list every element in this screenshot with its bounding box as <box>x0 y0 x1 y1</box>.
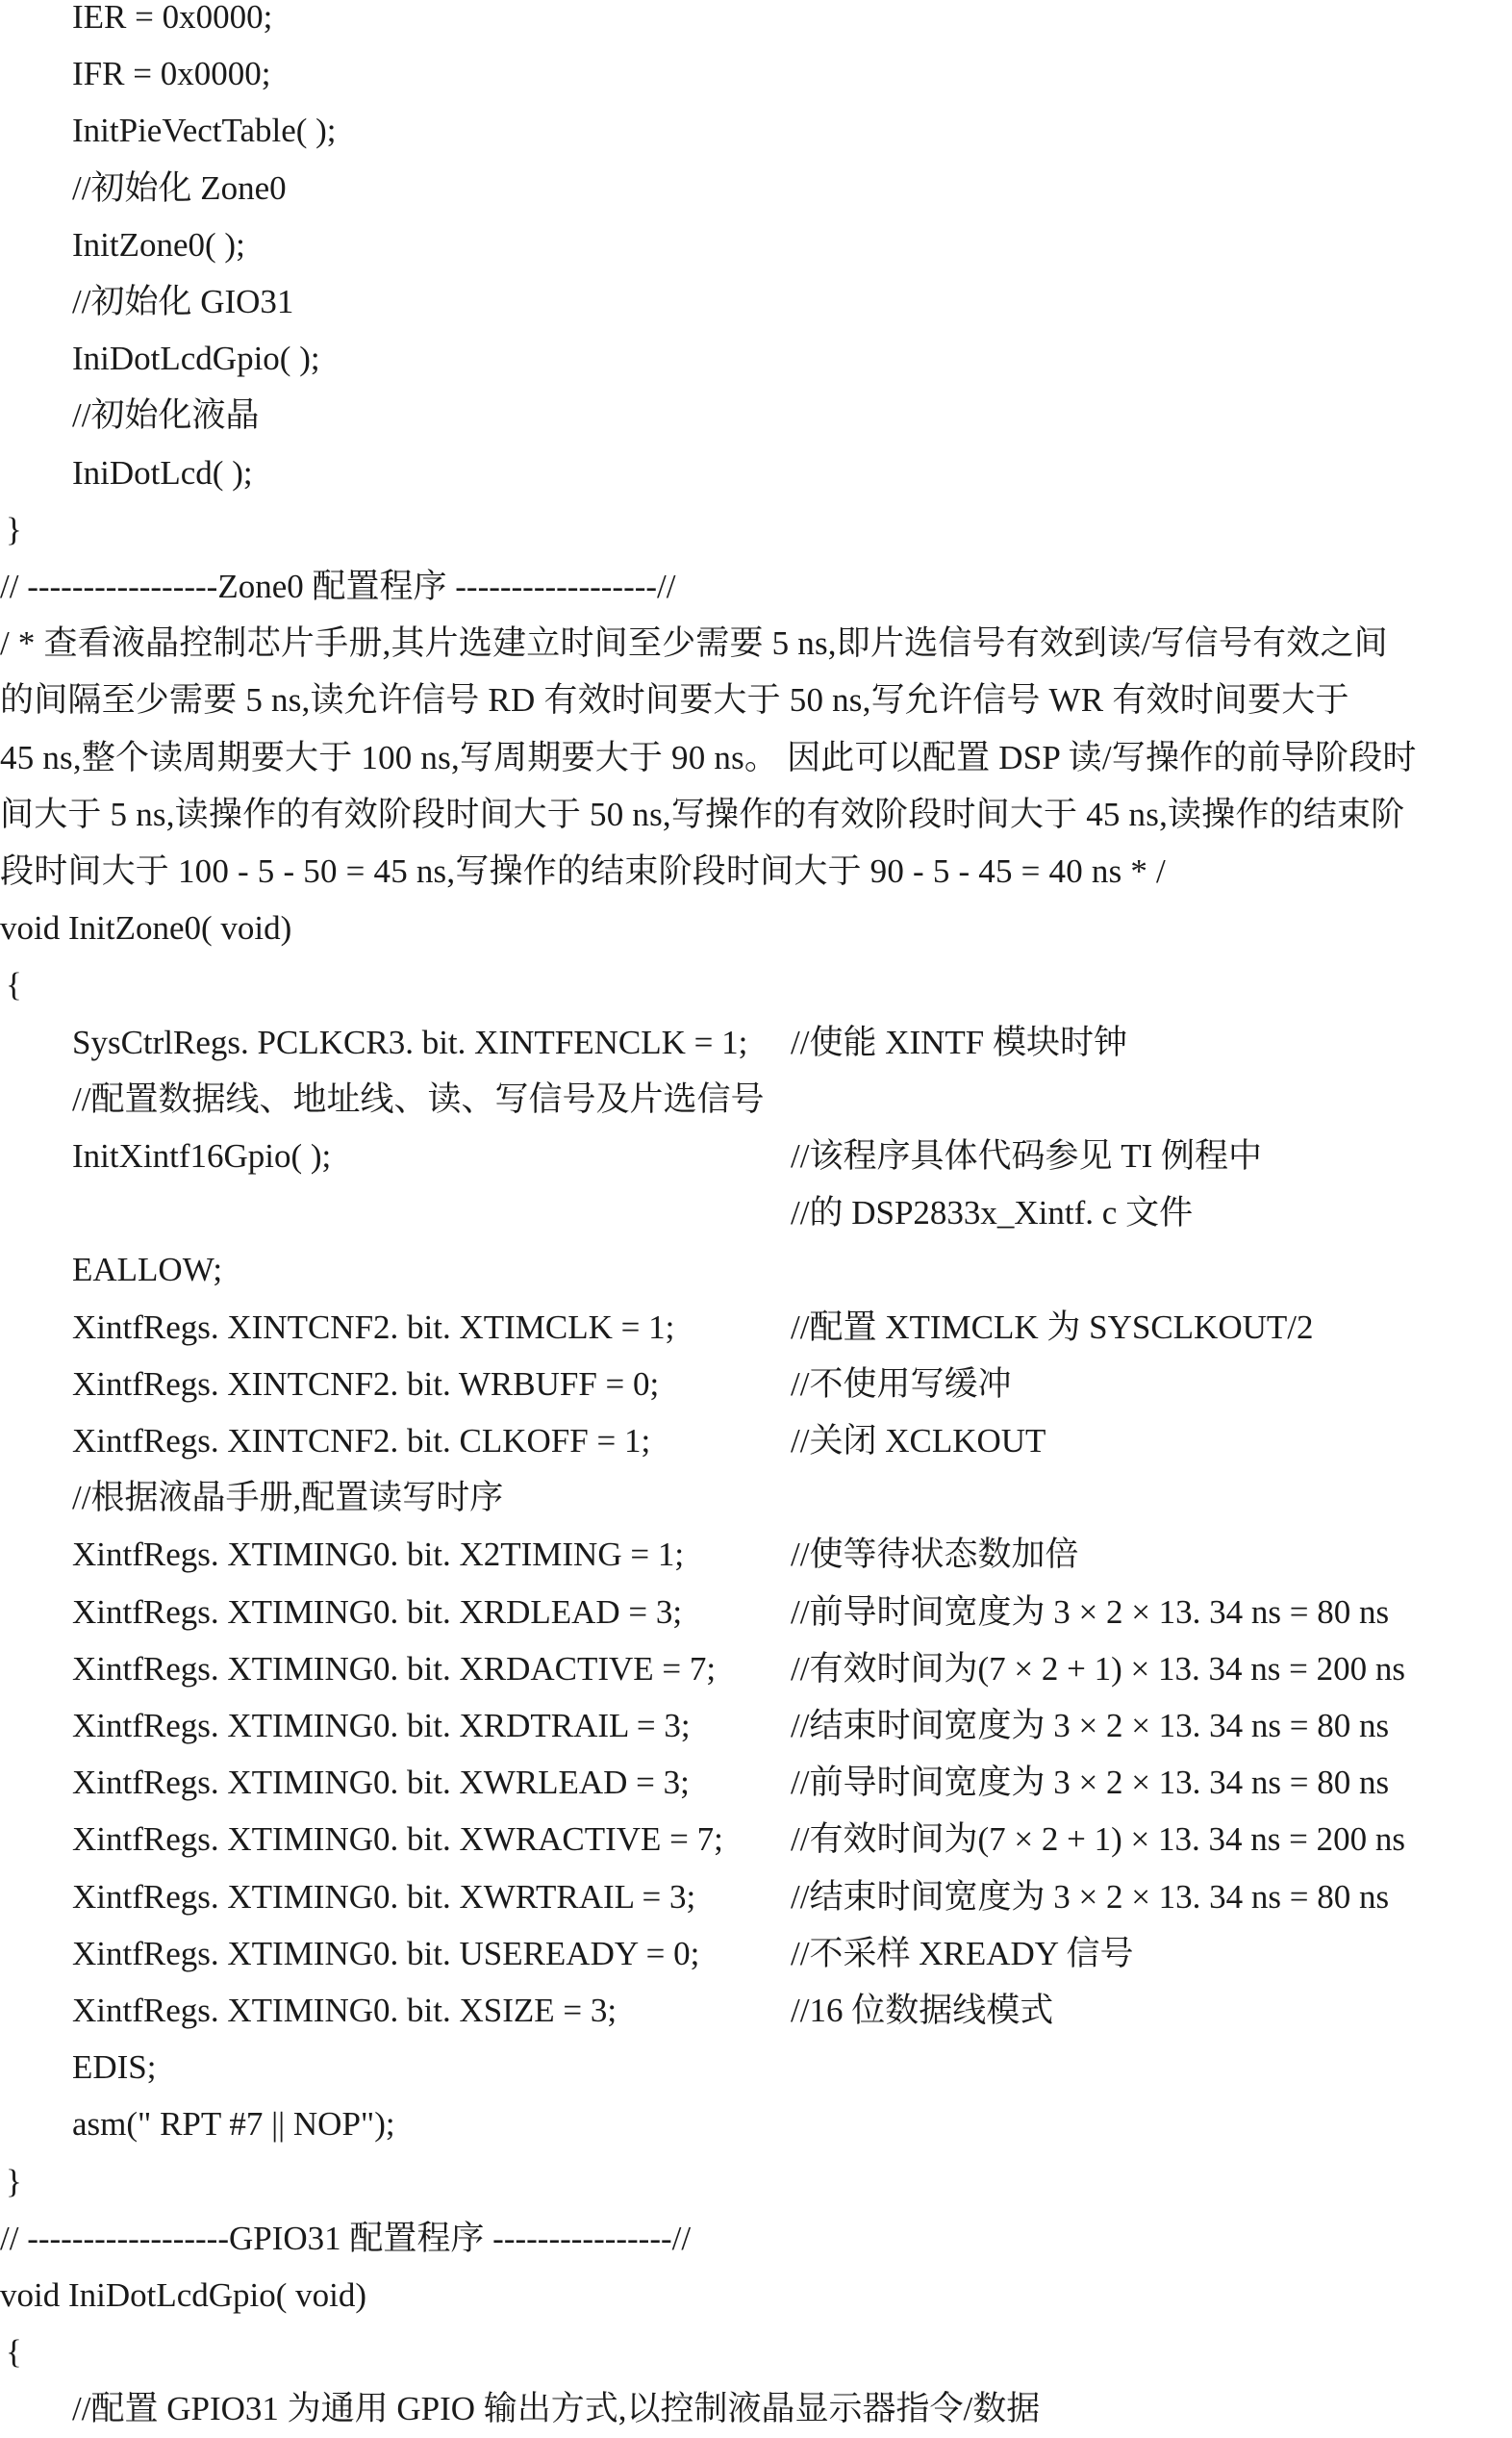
code-line <box>72 1526 1079 1584</box>
code-line <box>72 1128 1262 1185</box>
code-brace <box>6 956 22 1014</box>
code-text: //初始化 GIO31 <box>72 283 294 320</box>
code-text: } <box>6 510 22 548</box>
inline-comment: //有效时间为(7 × 2 + 1) × 13. 34 ns = 200 ns <box>791 1649 1405 1688</box>
code-text: XintfRegs. XTIMING0. bit. XWRTRAIL = 3; <box>72 1877 696 1916</box>
code-text: XintfRegs. XTIMING0. bit. X2TIMING = 1; <box>72 1536 685 1574</box>
code-brace <box>6 2324 22 2381</box>
code-line <box>72 1412 1046 1470</box>
inline-comment: //16 位数据线模式 <box>791 1992 1054 2029</box>
code-text: //初始化液晶 <box>72 396 260 435</box>
code-line <box>72 1241 222 1299</box>
inline-comment: //结束时间宽度为 3 × 2 × 13. 34 ns = 80 ns <box>791 1877 1390 1916</box>
comment-paragraph-line <box>0 672 1349 729</box>
code-text: 的间隔至少需要 5 ns,读允许信号 RD 有效时间要大于 50 ns,写允许信号 WR 有效时间要大于 <box>0 681 1349 720</box>
code-text: } <box>6 2162 22 2200</box>
code-text: //初始化 Zone0 <box>72 168 287 207</box>
code-text: 45 ns,整个读周期要大于 100 ns,写周期要大于 90 ns。 因此可以配置 DSP 读/写操作的前导阶段时 <box>0 738 1417 776</box>
code-text: IFR = 0x0000; <box>72 55 271 93</box>
code-text: { <box>6 966 22 1004</box>
code-text: void InitZone0( void) <box>0 909 292 948</box>
comment-paragraph-line <box>0 615 1388 673</box>
code-text: 间大于 5 ns,读操作的有效阶段时间大于 50 ns,写操作的有效阶段时间大于 45 ns,读操作的结束阶 <box>0 795 1405 833</box>
comment-paragraph-line <box>0 786 1404 844</box>
code-text: XintfRegs. XINTCNF2. bit. WRBUFF = 0; <box>72 1364 660 1403</box>
inline-comment: //的 DSP2833x_Xintf. c 文件 <box>791 1194 1194 1232</box>
code-line <box>72 1356 1012 1413</box>
code-line <box>72 387 259 444</box>
code-line <box>72 1754 1390 1812</box>
code-text: XintfRegs. XTIMING0. bit. XRDACTIVE = 7; <box>72 1649 717 1688</box>
code-line <box>72 273 293 331</box>
code-line <box>72 1584 1390 1641</box>
code-text: XintfRegs. XTIMING0. bit. XRDTRAIL = 3; <box>72 1707 691 1744</box>
code-text: XintfRegs. XINTCNF2. bit. XTIMCLK = 1; <box>72 1308 675 1346</box>
code-line-flush <box>0 900 291 957</box>
code-text: XintfRegs. XTIMING0. bit. XSIZE = 3; <box>72 1992 617 2029</box>
code-line-flush <box>0 558 676 616</box>
code-line <box>72 444 253 502</box>
code-text: IniDotLcd( ); <box>72 453 253 492</box>
code-text: IniDotLcdGpio( ); <box>72 340 320 378</box>
inline-comment: //前导时间宽度为 3 × 2 × 13. 34 ns = 80 ns <box>791 1764 1390 1802</box>
code-text: IER = 0x0000; <box>72 0 273 36</box>
inline-comment: //有效时间为(7 × 2 + 1) × 13. 34 ns = 200 ns <box>791 1820 1405 1859</box>
code-text: EDIS; <box>72 2048 157 2087</box>
code-line <box>72 2095 395 2153</box>
code-text: asm(" RPT #7 || NOP"); <box>72 2105 395 2144</box>
comment-paragraph-line <box>0 729 1417 787</box>
code-line <box>72 1982 1054 2040</box>
code-text: XintfRegs. XTIMING0. bit. XRDLEAD = 3; <box>72 1592 683 1631</box>
code-text: XintfRegs. XINTCNF2. bit. CLKOFF = 1; <box>72 1422 651 1460</box>
inline-comment: //关闭 XCLKOUT <box>791 1422 1046 1460</box>
code-line-flush <box>0 2267 366 2324</box>
inline-comment: //使等待状态数加倍 <box>791 1536 1079 1574</box>
code-text: / * 查看液晶控制芯片手册,其片选建立时间至少需要 5 ns,即片选信号有效到读/写信号有效之间 <box>0 624 1388 663</box>
code-text: //配置 GPIO31 为通用 GPIO 输出方式,以控制液晶显示器指令/数据 <box>72 2390 1041 2428</box>
code-line <box>72 216 245 274</box>
code-line <box>72 102 337 160</box>
inline-comment: //配置 XTIMCLK 为 SYSCLKOUT/2 <box>791 1308 1314 1346</box>
code-text: InitXintf16Gpio( ); <box>72 1137 332 1175</box>
code-line <box>72 1925 1134 1983</box>
code-text: void IniDotLcdGpio( void) <box>0 2276 367 2314</box>
code-text: XintfRegs. XTIMING0. bit. XWRACTIVE = 7; <box>72 1820 723 1859</box>
code-text: XintfRegs. XTIMING0. bit. XWRLEAD = 3; <box>72 1764 690 1802</box>
code-line <box>72 160 287 217</box>
code-text: { <box>6 2333 22 2372</box>
inline-comment: //结束时间宽度为 3 × 2 × 13. 34 ns = 80 ns <box>791 1707 1390 1744</box>
code-line <box>72 1811 1405 1868</box>
code-text: //配置数据线、地址线、读、写信号及片选信号 <box>72 1079 765 1118</box>
code-brace <box>6 501 22 559</box>
code-text: InitZone0( ); <box>72 225 245 264</box>
code-text: SysCtrlRegs. PCLKCR3. bit. XINTFENCLK = 1; <box>72 1023 748 1061</box>
code-text: // ------------------GPIO31 配置程序 ----------------// <box>0 2219 692 2257</box>
inline-comment: //使能 XINTF 模块时钟 <box>791 1023 1128 1061</box>
code-line <box>72 1071 764 1129</box>
code-line <box>72 2380 1040 2438</box>
code-text: EALLOW; <box>72 1251 223 1289</box>
code-text: InitPieVectTable( ); <box>72 112 337 150</box>
code-line <box>72 2039 157 2096</box>
code-text: 段时间大于 100 - 5 - 50 = 45 ns,写操作的结束阶段时间大于 90 - 5 - 45 = 40 ns * / <box>0 852 1166 890</box>
code-line <box>72 1697 1390 1755</box>
code-line-flush <box>0 2210 691 2268</box>
code-line <box>72 1868 1390 1926</box>
code-line <box>72 1014 1128 1072</box>
inline-comment: //该程序具体代码参见 TI 例程中 <box>791 1137 1262 1175</box>
code-text: XintfRegs. XTIMING0. bit. USEREADY = 0; <box>72 1934 700 1972</box>
code-text: // -----------------Zone0 配置程序 ------------------// <box>0 568 676 605</box>
inline-comment: //前导时间宽度为 3 × 2 × 13. 34 ns = 80 ns <box>791 1592 1390 1631</box>
code-line <box>72 0 272 46</box>
comment-paragraph-line <box>0 843 1166 901</box>
code-line <box>72 1299 1314 1357</box>
code-text: //根据液晶手册,配置读写时序 <box>72 1479 504 1517</box>
code-line <box>72 45 270 103</box>
inline-comment: //不使用写缓冲 <box>791 1364 1012 1403</box>
code-line <box>72 1469 503 1527</box>
code-brace <box>6 2153 22 2211</box>
code-line <box>72 330 320 388</box>
code-line <box>72 1640 1405 1698</box>
inline-comment: //不采样 XREADY 信号 <box>791 1934 1134 1972</box>
